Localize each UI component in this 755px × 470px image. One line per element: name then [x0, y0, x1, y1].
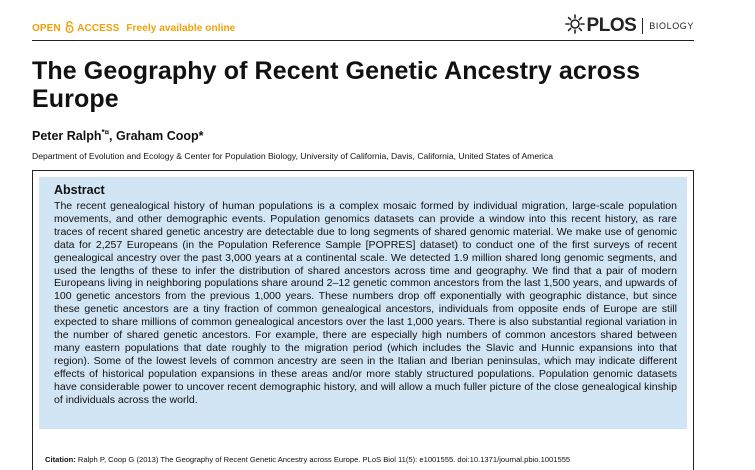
author-affiliation: Department of Evolution and Ecology & Center for Population Biology, University of California, Davis, California, United States of America	[32, 151, 553, 161]
author-list	[32, 128, 204, 143]
open-access-banner	[32, 21, 235, 36]
journal-header	[32, 14, 694, 41]
freely-available-label: Freely available online	[126, 23, 236, 34]
abstract-text: The recent genealogical history of human populations is a complex mosaic formed by individual migration, large-scale population movements, and other demographic events. Population genomics datasets can provide a window into this recent history, as rare traces of recent shared genetic ancestry are detectable due to long segments of shared genomic material. We make use of genomic data for 2,257 Europeans (in the Population Reference Sample [POPRES] dataset) to conduct one of the first surveys of recent genealogical ancestry over the past 3,000 years at a continental scale. We detected 1.9 million shared long genomic segments, and used the lengths of these to infer the distribution of shared ancestors across time and geography. We find that a pair of modern Europeans living in neighboring populations share around 2–12 genetic common ancestors from the last 1,500 years, and upwards of 100 genetic ancestors from the previous 1,000 years. These numbers drop off exponentially with geographic distance, but since these genetic ancestors are a tiny fraction of common genealogical ancestors, individuals from opposite ends of Europe are still expected to share millions of common genealogical ancestors over the last 1,000 years. There is also substantial regional variation in the number of shared genetic ancestors. For example, there are especially high numbers of common ancestors shared between many eastern populations that date roughly to the migration period (which includes the Slavic and Hunnic expansions into that region). Some of the lowest levels of common ancestry are seen in the Italian and Iberian peninsulas, which may indicate different effects of historical population expansions in these areas and/or more stably structured populations. Population genomic datasets have considerable power to uncover recent demographic history, and will allow a much fuller picture of the close genealogical kinship of individuals across the world.	[54, 200, 677, 406]
author-name[interactable]: Peter Ralph	[32, 129, 102, 144]
author-separator: ,	[109, 129, 116, 144]
abstract-heading: Abstract	[54, 183, 105, 197]
abstract-frame	[32, 170, 694, 470]
plos-wordmark: PLOS	[586, 15, 637, 36]
open-label: OPEN	[32, 23, 61, 34]
citation-label: Citation:	[45, 455, 76, 464]
author-footnote-marks[interactable]: *¤	[101, 128, 110, 137]
plos-sun-icon	[565, 14, 585, 39]
citation-text: Ralph P, Coop G (2013) The Geography of Recent Genetic Ancestry across Europe. PLoS Biol 11(5): e1001555. doi:10.1371/journal.pbio.1001555	[75, 455, 571, 464]
logo-divider	[642, 18, 643, 34]
abstract-box	[39, 177, 687, 429]
open-access-lock-icon	[65, 21, 74, 36]
author-footnote-marks[interactable]: *	[198, 129, 204, 144]
author-name[interactable]: Graham Coop	[115, 129, 199, 144]
journal-name: BIOLOGY	[649, 21, 694, 31]
plos-biology-logo	[565, 15, 694, 37]
article-title: The Geography of Recent Genetic Ancestry across Europe	[32, 57, 641, 113]
access-label: ACCESS	[77, 23, 120, 34]
